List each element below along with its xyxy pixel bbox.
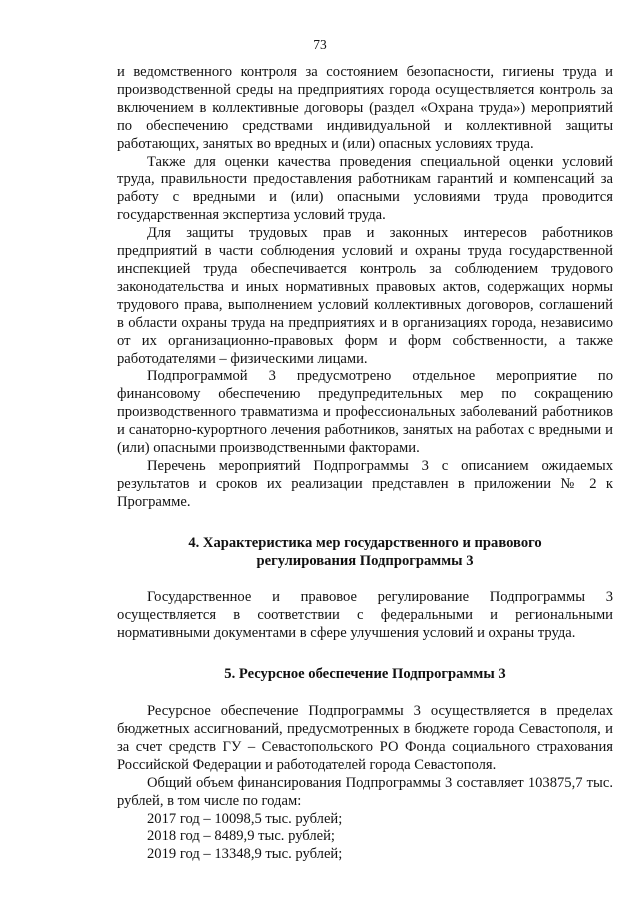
document-body xyxy=(117,64,613,864)
financing-year-2019: 2019 год – 13348,9 тыс. рублей; xyxy=(147,846,343,863)
financing-year-2017: 2017 год – 10098,5 тыс. рублей; xyxy=(147,810,343,827)
paragraph-labor-rights: Для защиты трудовых прав и законных интересов работников предприятий в части соблюдения условий и охраны труда государственной инспекцией труда обеспечивается контроль за соблюдением трудового законодательства и иных нормативных правовых актов, содержащих нормы трудового права, выполнением условий коллективных договоров, соглашений в области охраны труда на предприятиях и в организациях города, независимо от их организационно-правовых форм и форм собственности, а также работодателями – физическими лицами. xyxy=(117,225,613,367)
financing-year-2018: 2018 год – 8489,9 тыс. рублей; xyxy=(147,828,335,845)
paragraph-regulation: Государственное и правовое регулирование Подпрограммы 3 осуществляется в соответствии с федеральными и региональными нормативными документами в сфере улучшения условий и охраны труда. xyxy=(117,589,613,642)
paragraph-expertise: Также для оценки качества проведения специальной оценки условий труда, правильности предоставления работникам гарантий и компенсаций за работу с вредными и (или) опасными условиями труда проводится государственная экспертиза условий труда. xyxy=(117,153,613,224)
page-number: 73 xyxy=(313,37,327,52)
paragraph-subprogram-measure: Подпрограммой 3 предусмотрено отдельное мероприятие по финансовому обеспечению предупредительных мер по сокращению производственного травматизма и профессиональных заболеваний работников и санаторно-курортного лечения работников, занятых на работах с вредными и (или) опасными производственными факторами. xyxy=(117,368,613,457)
section-5-heading: 5. Ресурсное обеспечение Подпрограммы 3 xyxy=(224,666,506,683)
paragraph-measures-list: Перечень мероприятий Подпрограммы 3 с описанием ожидаемых результатов и сроков их реализации представлен в приложении № 2 к Программе. xyxy=(117,457,613,510)
paragraph-financing-total: Общий объем финансирования Подпрограммы 3 составляет 103875,7 тыс. рублей, в том числе по годам: xyxy=(117,774,613,809)
financing-by-year-list xyxy=(117,811,613,865)
section-4-heading-line1: 4. Характеристика мер государственного и правового xyxy=(188,534,542,551)
paragraph-control: и ведомственного контроля за состоянием безопасности, гигиены труда и производственной среды на предприятиях города осуществляется контроль за включением в коллективные договоры (раздел «Охрана труда») мероприятий по обеспечению средствами индивидуальной и коллективной защиты работающих, занятых во вредных и (или) опасных условиях труда. xyxy=(117,64,613,152)
paragraph-resources: Ресурсное обеспечение Подпрограммы 3 осуществляется в пределах бюджетных ассигнований, предусмотренных в бюджете города Севастополя, и за счет средств ГУ – Севастопольского РО Фонда социального страхования Российской Федерации и работодателей города Севастополя. xyxy=(117,703,613,773)
section-4-heading-line2: регулирования Подпрограммы 3 xyxy=(256,552,474,569)
